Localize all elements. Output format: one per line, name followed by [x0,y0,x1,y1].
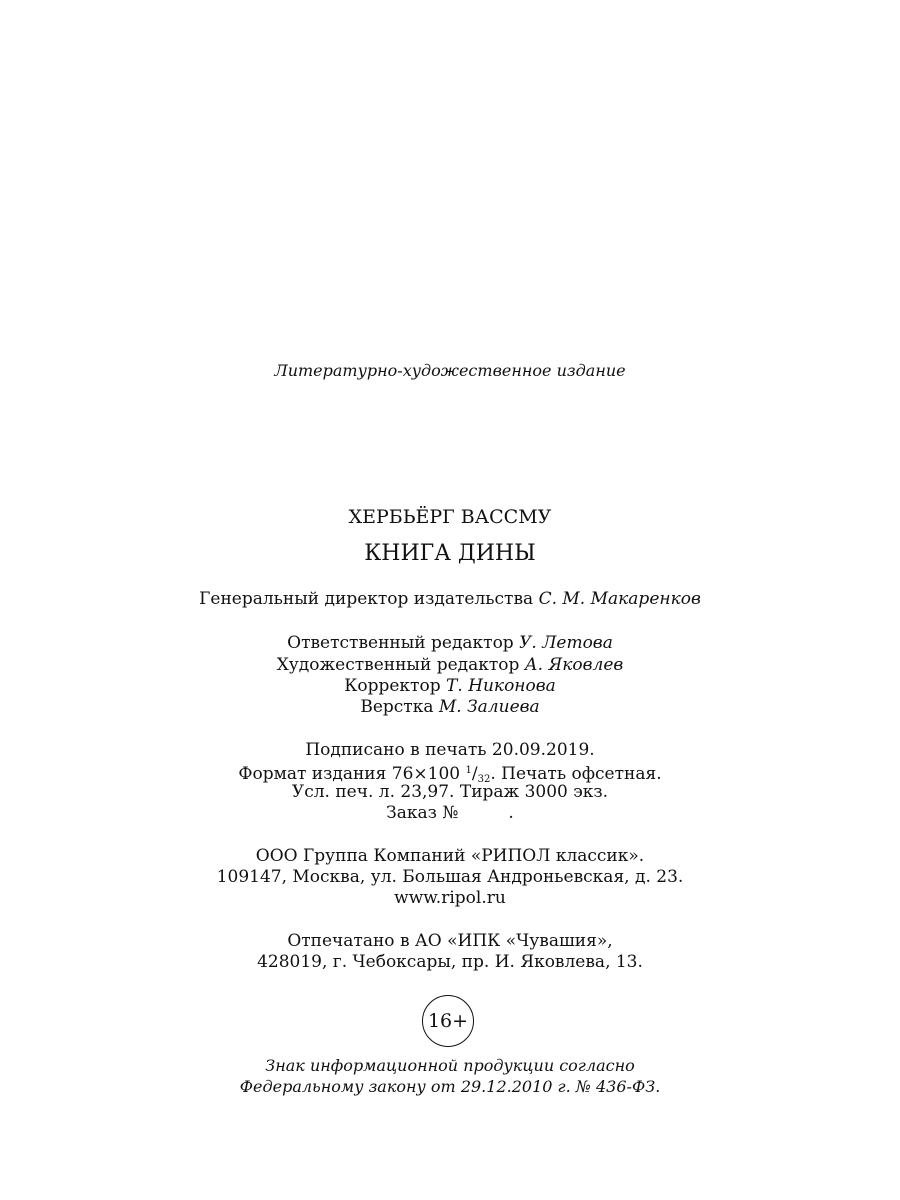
publisher-website: www.ripol.ru [394,888,506,908]
format-suffix: . Печать офсетная. [490,764,662,784]
credit-name: М. Залиева [438,697,540,717]
publisher-name: ООО Группа Компаний «РИПОЛ классик». [255,846,645,866]
info-notice-line: Федеральному закону от 29.12.2010 г. № 436-ФЗ. [239,1077,661,1096]
general-director-name: С. М. Макаренков [538,589,701,609]
credit-label: Корректор [344,676,441,696]
book-author: ХЕРБЬЁРГ ВАССМУ [348,506,552,528]
edition-kind: Литературно-художественное издание [274,361,626,380]
general-director-label: Генеральный директор издательства [199,589,534,609]
credit-line [0,654,900,676]
order-end: . [508,803,514,823]
order-label: Заказ № [386,803,459,823]
publisher-address: 109147, Москва, ул. Большая Андроньевская, д. 23. [216,867,684,887]
general-director-line [0,588,900,610]
signed-to-print: Подписано в печать 20.09.2019. [305,740,595,760]
credit-label: Ответственный редактор [287,633,514,653]
age-rating-badge: 16+ [422,995,474,1047]
format-line: Формат издания 76×100 $^1$/32. Печать офсетная. [238,764,662,785]
sheets-and-run: Усл. печ. л. 23,97. Тираж 3000 экз. [291,782,609,802]
info-notice-line: Знак информационной продукции согласно [265,1056,635,1075]
order-line [0,802,900,824]
format-fraction-numerator: 1 [465,765,472,776]
format-prefix: Формат издания 76×100 [238,764,461,784]
credit-line [0,675,900,697]
book-title: КНИГА ДИНЫ [364,541,536,566]
credit-name: Т. Никонова [446,676,556,696]
credit-name: У. Летова [519,633,613,653]
credit-name: А. Яковлев [524,655,624,675]
credit-label: Художественный редактор [276,655,520,675]
credit-label: Верстка [360,697,434,717]
credit-line [0,632,900,654]
format-fraction-denominator: 32 [477,774,491,785]
credit-line [0,696,900,718]
printer-name: Отпечатано в АО «ИПК «Чувашия», [287,931,613,951]
printer-address: 428019, г. Чебоксары, пр. И. Яковлева, 13. [257,952,643,972]
